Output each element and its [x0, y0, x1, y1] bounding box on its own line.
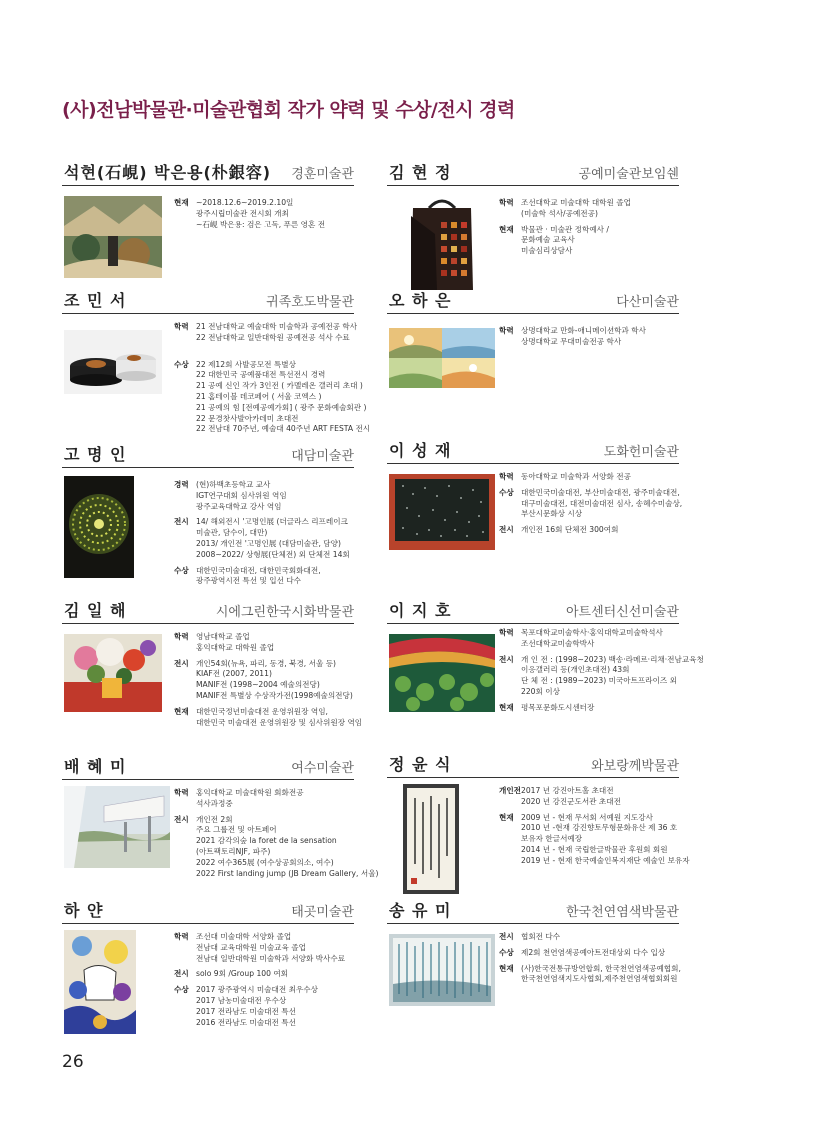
section-label: 수상 — [499, 487, 514, 497]
section-label: 학력 — [499, 472, 514, 481]
section-line: 조선대 미술대학 서양화 졸업 — [196, 932, 292, 941]
museum-name: 아트센터신선미술관 — [565, 605, 679, 620]
section-line: 홍익대학교 대학원 졸업 — [196, 642, 275, 652]
section-line: 석사과정중 — [196, 798, 233, 808]
section-line: 조선대학교 미술대학 대학원 졸업 — [521, 198, 631, 207]
section-line: 2021 감각의숲 la foret de la sensation — [196, 836, 337, 846]
artist-entry — [387, 896, 681, 984]
section-line: 2016 전라남도 미술대전 특선 — [196, 1017, 296, 1027]
section-line: 부산시문화상 시상 — [521, 509, 583, 519]
illustration-panels-icon — [389, 328, 495, 388]
section-label: 학력 — [174, 788, 189, 797]
artist-entry — [62, 158, 354, 229]
section-line: 2022 여수365展 (여수상공회의소, 여수) — [196, 857, 334, 867]
calligraphy-scroll-icon — [403, 784, 459, 894]
section-label: 전시 — [499, 654, 514, 664]
section-line: 주요 그룹전 및 아트페어 — [196, 825, 277, 835]
section-line: 22 전남대 70주년, 예술대 40주년 ART FESTA 전시 — [196, 424, 371, 434]
collage-painting-icon — [64, 930, 136, 1034]
section-label: 현재 — [499, 963, 514, 973]
artist-name: 이 성 재 — [389, 441, 452, 460]
section-label: 현재 — [499, 702, 514, 712]
section-label: 현재 — [174, 198, 189, 207]
abstract-waves-icon — [389, 634, 495, 712]
museum-name: 여수미술관 — [291, 761, 354, 776]
artist-entry — [62, 752, 379, 878]
section-line: MANIF전 (1998~2004 예술의전당) — [196, 680, 320, 690]
museum-name: 공예미술관보임쉔 — [578, 167, 679, 182]
artist-entry — [387, 286, 679, 346]
artist-name: 이 지 호 — [389, 601, 452, 620]
section-line: 상명대학교 무대미술전공 학사 — [521, 336, 622, 346]
section-line: (사)한국전통규방연합회, 한국천연염색공예협회, — [521, 963, 681, 973]
section-line: 대한민국미술대전, 대한민국회화대전, — [196, 565, 321, 575]
section-line: (아트팩토리NJF, 파주) — [196, 846, 271, 856]
section-label: 현재 — [499, 812, 514, 822]
artist-name: 김 현 정 — [389, 163, 452, 182]
section-line: 21 공예 신인 작가 3인전 ( 카멜레온 갤러리 초대 ) — [196, 381, 363, 391]
museum-name: 한국천연염색박물관 — [565, 905, 679, 920]
museum-name: 귀족호도박물관 — [266, 295, 354, 310]
section-line: 2022 First landing jump (JB Dream Gallery, 서울) — [196, 868, 379, 878]
section-line: 2019 년 - 현재 한국예술인복지재단 예술인 보유자 — [521, 855, 690, 865]
artist-name: 배 혜 미 — [64, 757, 127, 776]
section-label: 학력 — [174, 322, 189, 331]
section-line: 미술심리상담사 — [521, 246, 573, 256]
section-line: 광주교육대학교 강사 역임 — [196, 501, 282, 511]
section-label: 전시 — [174, 658, 189, 668]
section-line: 21 공예의 힘 [전예공예가회] ( 광주 문화예술회관 ) — [196, 402, 367, 412]
section-line: 2008~2022/ 상형展(단체전) 외 단체전 14회 — [196, 549, 350, 559]
section-line: 박물관 · 미술관 정학예사 / — [521, 224, 609, 234]
artist-name: 하 얀 — [64, 901, 104, 920]
museum-name: 태곳미술관 — [291, 905, 354, 920]
section-label: 현재 — [174, 706, 189, 716]
artist-entry — [387, 750, 690, 865]
section-line: 단 체 전 : (1989~2023) 미국아트프라이즈 외 — [521, 676, 678, 686]
section-line: 220회 이상 — [521, 686, 560, 696]
artist-entry — [62, 596, 363, 727]
section-line: 2017 년 강진아트홀 초대전 — [521, 786, 614, 795]
section-line: MANIF전 특별상 수상작가전(1998예술의전당) — [196, 690, 353, 700]
artist-name: 김 일 해 — [64, 601, 127, 620]
section-line: 대구미술대전, 대전미술대전 심사, 송혜수미술상, — [521, 498, 683, 508]
dotted-sphere-icon — [64, 476, 134, 578]
artist-name: 정 윤 식 — [389, 755, 452, 774]
section-line: 이응갤러리 등(개인초대전) 43회 — [521, 665, 630, 675]
page-number: 26 — [62, 1052, 84, 1072]
section-line: 개 인 전 : (1998~2023) 백송·라메르·리채·전남교육청 — [521, 654, 704, 664]
section-line: 영남대학교 졸업 — [196, 632, 250, 641]
natural-dye-textile-icon — [389, 934, 495, 1006]
section-label: 경력 — [174, 480, 189, 489]
section-line: 목포대학교미술학사·홍익대학교미술학석사 — [521, 628, 663, 637]
section-label: 수상 — [499, 947, 514, 957]
section-label: 전시 — [174, 517, 189, 527]
museum-name: 시에그린한국시화박물관 — [215, 605, 354, 620]
artist-name: 조 민 서 — [64, 291, 127, 310]
page-title: (사)전남박물관·미술관협회 작가 약력 및 수상/전시 경력 — [62, 99, 515, 121]
section-line: 22 대한민국 공예품대전 특선전시 경력 — [196, 370, 326, 380]
section-line: 문화예술 교육사 — [521, 235, 575, 245]
section-label: 현재 — [499, 224, 514, 234]
section-line: 2014 년 - 현재 국립한글박물관 후원회 회원 — [521, 844, 668, 854]
section-line: 2017 남농미술대전 우수상 — [196, 995, 287, 1005]
section-line: 한국천연염색지도사협회,제주천연염색협회회원 — [521, 974, 678, 984]
section-label: 전시 — [174, 814, 189, 824]
section-line: 2013/ 개인전 '고명인展 (대담미술관, 담양) — [196, 538, 341, 548]
section-line: 조선대학교미술학박사 — [521, 638, 595, 648]
artist-name: 고 명 인 — [64, 445, 127, 464]
section-line: ~2018.12.6~2019.2.10일 — [196, 198, 294, 207]
museum-name: 대담미술관 — [291, 449, 354, 464]
artist-entry — [387, 596, 704, 712]
section-label: 수상 — [174, 565, 189, 575]
artist-entry — [62, 896, 354, 1027]
section-line: 22 문경찻사발아카데미 초대전 — [196, 413, 299, 423]
section-label: 수상 — [174, 359, 189, 369]
section-label: 학력 — [499, 198, 514, 207]
museum-name: 다산미술관 — [616, 295, 679, 310]
artist-entry — [62, 286, 371, 434]
artist-name: 석현(石峴) 박은용(朴銀容) — [64, 163, 272, 182]
section-line: 개인전 2회 — [196, 814, 233, 824]
section-line: 개인전 16회 단체전 300여회 — [521, 525, 619, 535]
section-label: 개인전 — [499, 786, 522, 795]
section-line: 전남대 일반대학원 미술학과 서양화 박사수료 — [196, 953, 346, 963]
section-line: 2017 광주광역시 미술대전 최우수상 — [196, 985, 318, 995]
artist-entry — [387, 158, 679, 256]
section-line: (미술학 석사/공예전공) — [521, 208, 598, 218]
section-label: 학력 — [174, 932, 189, 941]
ceramic-bowls-icon — [64, 330, 162, 394]
section-line: 대한민국 미술대전 운영위원장 및 심사위원장 역임 — [196, 717, 363, 727]
section-line: 21 전남대학교 예술대학 미술학과 공예전공 학사 — [196, 322, 358, 331]
museum-name: 도화헌미술관 — [603, 445, 679, 460]
section-line: 2010 년 -현재 강진향토무형문화유산 제 36 호 — [521, 823, 678, 833]
artist-name: 송 유 미 — [389, 901, 452, 920]
section-line: 홍익대학교 미술대학원 회화전공 — [196, 788, 304, 797]
section-line: 동아대학교 미술학과 서양화 전공 — [521, 472, 631, 481]
section-line: 2020 년 강진군도서관 초대전 — [521, 796, 621, 806]
flower-still-life-icon — [64, 634, 162, 712]
section-line: 평목포문화도시센터장 — [521, 702, 595, 712]
section-line: (현)하백초등학교 교사 — [196, 480, 271, 489]
section-line: 광주시립미술관 전시회 개최 — [196, 208, 289, 218]
section-line: 개인54회(뉴욕, 파리, 동경, 북경, 서울 등) — [196, 658, 337, 668]
section-label: 학력 — [499, 326, 514, 335]
architecture-render-icon — [64, 786, 170, 868]
landscape-painting-icon — [64, 196, 162, 278]
museum-name: 경훈미술관 — [291, 167, 354, 182]
section-line: 미술관, 담수이, 대만) — [196, 528, 268, 538]
section-line: solo 9회 /Group 100 여회 — [196, 969, 289, 979]
section-line: 광주광역시전 특선 및 입선 다수 — [196, 576, 302, 586]
section-line: 22 전남대학교 일반대학원 공예전공 석사 수료 — [196, 332, 350, 342]
section-line: ~石峴 박은용: 검은 고독, 푸른 영혼 전 — [196, 219, 326, 229]
section-label: 전시 — [499, 932, 514, 941]
section-line: KIAF전 (2007, 2011) — [196, 669, 272, 679]
section-line: 대한민국정년미술대전 운영위원장 역임, — [196, 706, 328, 716]
section-line: 2009 년 - 현재 무서회 서예원 지도강사 — [521, 812, 653, 822]
section-label: 수상 — [174, 985, 189, 995]
section-line: 상명대학교 만화-애니메이션학과 학사 — [521, 326, 646, 335]
section-label: 학력 — [174, 632, 189, 641]
section-line: 대한민국미술대전, 부산미술대전, 광주미술대전, — [521, 487, 680, 497]
speckled-canvas-icon — [389, 474, 495, 550]
museum-name: 와보랑께박물관 — [591, 759, 679, 774]
artist-entry — [62, 440, 354, 586]
section-line: 21 홈테이블 데코페어 ( 서울 코엑스 ) — [196, 391, 322, 401]
section-label: 학력 — [499, 628, 514, 637]
lacquer-bag-icon — [407, 194, 477, 292]
section-line: 14/ 해외전시 '고명인展 (더글라스 리프레이크 — [196, 517, 348, 527]
section-line: 2017 전라남도 미술대전 특선 — [196, 1006, 296, 1016]
artist-name: 오 하 은 — [389, 291, 452, 310]
section-line: 협회전 다수 — [521, 932, 561, 941]
section-line: 22 제12회 사발공모전 특별상 — [196, 359, 296, 369]
section-line: 보유자 한글서예장 — [521, 834, 583, 844]
section-label: 전시 — [499, 525, 514, 535]
section-line: IGT연구대회 심사위원 역임 — [196, 490, 287, 500]
artist-entry — [387, 436, 683, 535]
section-line: 제2회 천연염색공예아트전대상외 다수 입상 — [521, 947, 666, 957]
section-line: 전남대 교육대학원 미술교육 졸업 — [196, 942, 306, 952]
section-label: 전시 — [174, 969, 189, 979]
